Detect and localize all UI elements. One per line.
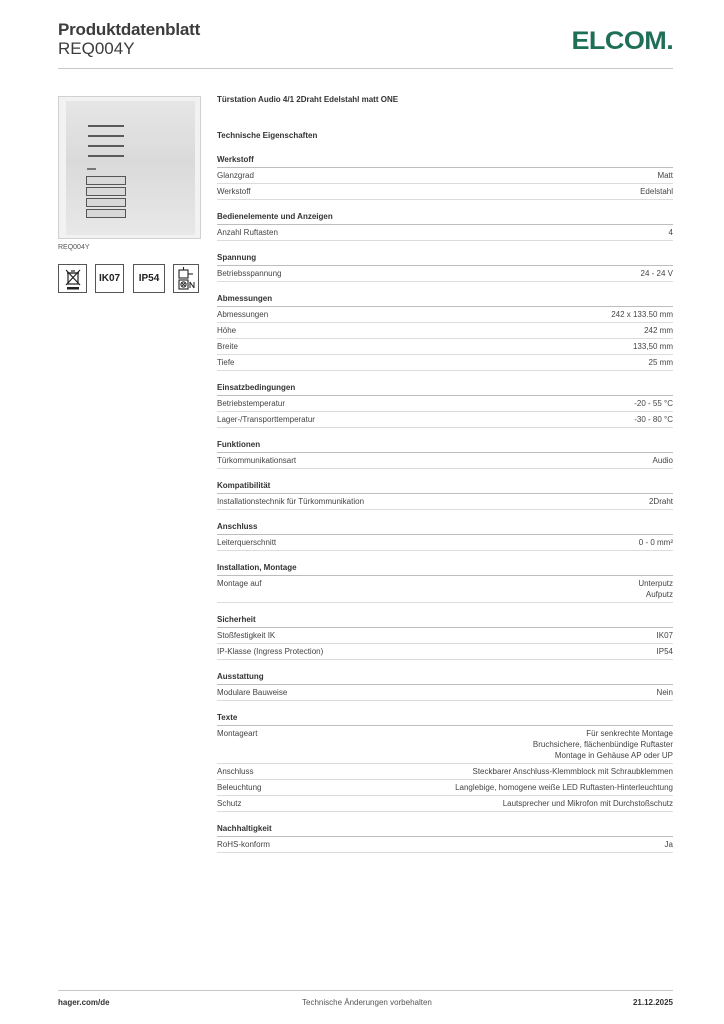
- spec-label: Modulare Bauweise: [217, 688, 288, 697]
- spec-label: Höhe: [217, 326, 237, 335]
- door-station-panel: [66, 101, 195, 235]
- spec-row: [217, 396, 673, 412]
- spec-value: [640, 186, 673, 197]
- spec-section-title: Werkstoff: [217, 152, 673, 168]
- spec-section: [217, 478, 673, 510]
- spec-label: IP-Klasse (Ingress Protection): [217, 647, 324, 656]
- spec-row: [217, 266, 673, 282]
- spec-label: Stoßfestigkeit IK: [217, 631, 276, 640]
- spec-value-line: Edelstahl: [640, 187, 673, 196]
- footer-divider: [58, 990, 673, 991]
- spec-value: [649, 357, 673, 368]
- product-title: Türstation Audio 4/1 2Draht Edelstahl matt ONE: [217, 95, 399, 104]
- spec-label: Montage auf: [217, 579, 262, 588]
- spec-value-line: IK07: [656, 631, 673, 640]
- spec-row: [217, 453, 673, 469]
- spec-value: [657, 170, 673, 181]
- spec-section-title: Funktionen: [217, 437, 673, 453]
- spec-value: [533, 728, 673, 761]
- spec-label: Betriebsspannung: [217, 269, 282, 278]
- spec-value-line: 2Draht: [648, 497, 673, 506]
- footer-website: hager.com/de: [58, 998, 110, 1007]
- spec-value: [634, 414, 673, 425]
- spec-row: [217, 307, 673, 323]
- spec-label: Lager-/Transporttemperatur: [217, 415, 315, 424]
- spec-label: Installationstechnik für Türkommunikation: [217, 497, 365, 506]
- spec-label: Anschluss: [217, 767, 254, 776]
- spec-value-line: 242 x 133.50 mm: [611, 310, 673, 319]
- image-caption: REQ004Y: [58, 244, 90, 251]
- spec-row: [217, 225, 673, 241]
- spec-row: [217, 535, 673, 551]
- spec-section-title: Abmessungen: [217, 291, 673, 307]
- spec-section-title: Kompatibilität: [217, 478, 673, 494]
- spec-section: [217, 209, 673, 241]
- spec-value-line: Lautsprecher und Mikrofon mit Durchstoßschutz: [502, 799, 673, 808]
- spec-section: [217, 437, 673, 469]
- spec-row: [217, 764, 673, 780]
- spec-label: Schutz: [217, 799, 242, 808]
- spec-value: [653, 455, 673, 466]
- spec-value: [455, 782, 673, 793]
- spec-row: [217, 339, 673, 355]
- elcom-logo: ELCOM.: [571, 27, 673, 55]
- spec-value-line: 25 mm: [648, 358, 673, 367]
- spec-value-line: Unterputz: [638, 579, 673, 588]
- weee-crossed-bin-icon: [58, 264, 87, 293]
- spec-value-line: Montage in Gehäuse AP oder UP: [554, 751, 673, 760]
- spec-section-title: Sicherheit: [217, 612, 673, 628]
- spec-label: RoHS-konform: [217, 840, 270, 849]
- spec-value: [472, 766, 673, 777]
- spec-value-line: Für senkrechte Montage: [586, 729, 673, 738]
- spec-section: [217, 710, 673, 812]
- footer-date: 21.12.2025: [632, 998, 673, 1007]
- spec-row: [217, 576, 673, 603]
- spec-value-line: 4: [668, 228, 673, 237]
- product-code: REQ004Y: [58, 39, 135, 58]
- spec-value-line: Bruchsichere, flächenbündige Ruftaster: [532, 740, 673, 749]
- spec-label: Anzahl Ruftasten: [217, 228, 278, 237]
- spec-section: [217, 669, 673, 701]
- spec-section: [217, 152, 673, 200]
- spec-value-line: 0 - 0 mm²: [638, 538, 673, 547]
- spec-value: [657, 646, 673, 657]
- spec-label: Abmessungen: [217, 310, 269, 319]
- spec-section-title: Anschluss: [217, 519, 673, 535]
- spec-section: [217, 612, 673, 660]
- spec-label: Montageart: [217, 729, 258, 738]
- footer-notice: Technische Änderungen vorbehalten: [302, 998, 432, 1007]
- spec-label: Betriebstemperatur: [217, 399, 286, 408]
- spec-section-title: Einsatzbedingungen: [217, 380, 673, 396]
- spec-row: [217, 685, 673, 701]
- technical-properties-heading: Technische Eigenschaften: [217, 131, 318, 140]
- spec-section-title: Spannung: [217, 250, 673, 266]
- spec-value: [611, 309, 673, 320]
- installation-symbol-icon: [173, 264, 199, 293]
- spec-section: [217, 380, 673, 428]
- spec-row: [217, 780, 673, 796]
- spec-row: [217, 412, 673, 428]
- spec-label: Türkommunikationsart: [217, 456, 297, 465]
- spec-value-line: IP54: [656, 647, 673, 656]
- spec-label: Leiterquerschnitt: [217, 538, 277, 547]
- spec-row: [217, 644, 673, 660]
- spec-section-title: Nachhaltigkeit: [217, 821, 673, 837]
- spec-value: [503, 798, 673, 809]
- spec-value-line: Steckbarer Anschluss-Klemmblock mit Schraubklemmen: [472, 767, 673, 776]
- spec-value: [657, 630, 673, 641]
- spec-value-line: 24 - 24 V: [640, 269, 673, 278]
- spec-section-title: Texte: [217, 710, 673, 726]
- spec-row: [217, 837, 673, 853]
- spec-value: [641, 268, 673, 279]
- spec-row: [217, 726, 673, 764]
- spec-value-line: Aufputz: [645, 590, 673, 599]
- spec-section: [217, 821, 673, 853]
- spec-section-title: Ausstattung: [217, 669, 673, 685]
- spec-label: Breite: [217, 342, 238, 351]
- spec-row: [217, 796, 673, 812]
- spec-value: [639, 537, 673, 548]
- spec-row: [217, 184, 673, 200]
- header-divider: [58, 68, 673, 69]
- spec-row: [217, 355, 673, 371]
- spec-label: Werkstoff: [217, 187, 251, 196]
- spec-value-line: 133,50 mm: [632, 342, 673, 351]
- spec-value-line: Audio: [652, 456, 673, 465]
- spec-section: [217, 250, 673, 282]
- spec-value-line: Matt: [657, 171, 673, 180]
- spec-section: [217, 291, 673, 371]
- product-image: [58, 96, 201, 239]
- page-title: Produktdatenblatt: [58, 20, 201, 39]
- spec-value: [634, 398, 673, 409]
- spec-value-line: Nein: [656, 688, 673, 697]
- spec-row: [217, 168, 673, 184]
- spec-section: [217, 560, 673, 603]
- spec-value: [669, 227, 673, 238]
- spec-value: [644, 325, 673, 336]
- spec-section: [217, 519, 673, 551]
- spec-value: [665, 839, 673, 850]
- specifications-table: [217, 152, 673, 862]
- ik07-badge: IK07: [95, 264, 124, 293]
- spec-value: [633, 341, 673, 352]
- spec-section-title: Installation, Montage: [217, 560, 673, 576]
- spec-label: Beleuchtung: [217, 783, 262, 792]
- ip54-badge: IP54: [133, 264, 165, 293]
- spec-label: Tiefe: [217, 358, 235, 367]
- spec-label: Glanzgrad: [217, 171, 254, 180]
- spec-value-line: 242 mm: [644, 326, 673, 335]
- spec-section-title: Bedienelemente und Anzeigen: [217, 209, 673, 225]
- spec-value: [649, 496, 673, 507]
- spec-value: [657, 687, 673, 698]
- spec-value: [638, 578, 673, 600]
- spec-value-line: Langlebige, homogene weiße LED Ruftasten-Hinterleuchtung: [455, 783, 673, 792]
- spec-value-line: -30 - 80 °C: [634, 415, 673, 424]
- spec-row: [217, 628, 673, 644]
- spec-value-line: Ja: [664, 840, 673, 849]
- spec-value-line: -20 - 55 °C: [634, 399, 673, 408]
- spec-row: [217, 494, 673, 510]
- spec-row: [217, 323, 673, 339]
